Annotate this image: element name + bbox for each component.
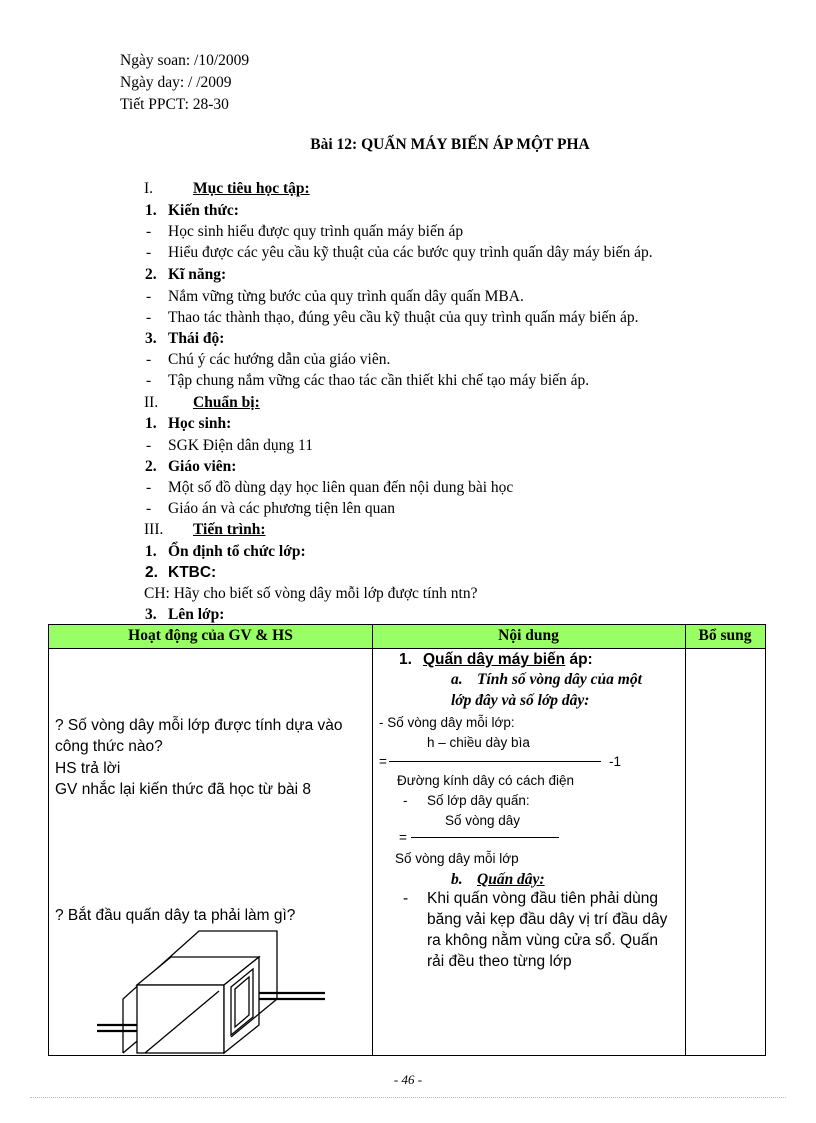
section-2-numeral: II. [144,394,159,411]
sub-b-line2: băng vải kẹp đầu dây vị trí đầu dây [427,911,668,928]
ngay-day: Ngày day: / /2009 [120,74,232,91]
sub-b-title: Quấn dây: [477,871,545,888]
s1-item2-line1: Nắm vững từng bước của quy trình quấn dây quấn MBA. [168,288,524,305]
section-2-title: Chuẩn bị: [193,394,260,411]
transformer-core-drawing [89,925,329,1057]
formula1-label: - Số vòng dây mỗi lớp: [379,715,515,730]
col-header-activities: Hoạt động của GV & HS [128,627,293,644]
sub-b-line3: ra không nằm vùng cửa sổ. Quấn [427,932,658,949]
ngay-soan: Ngày soan: /10/2009 [120,52,250,69]
s3-item3-num: 3. [145,606,157,623]
section-3-title: Tiến trình: [193,521,266,538]
tiet-ppct: Tiết PPCT: 28-30 [120,96,229,113]
s1-item3-num: 3. [145,330,157,347]
sub-b-label: b. [451,871,463,888]
s3-item1-num: 1. [145,543,157,560]
s2-item2-line2: Giáo án và các phương tiện lên quan [168,500,396,517]
s3-item1-title: Ổn định tổ chức lớp: [168,543,306,560]
col-header-content: Nội dung [498,627,559,644]
col1-hs-answer: HS trả lời [55,760,121,777]
sub-a-label: a. [451,671,463,688]
section-1-numeral: I. [144,180,154,197]
col1-gv-note: GV nhắc lại kiến thức đã học từ bài 8 [55,781,311,798]
formula1-denominator: Đường kính dây có cách điện [397,773,574,788]
sub-b-line1: Khi quấn vòng đầu tiên phải dùng [427,890,658,907]
s1-item1-line1: Học sinh hiểu được quy trình quấn máy biến áp [168,223,464,240]
page-number: - 46 - [393,1072,423,1087]
s1-item3-line2: Tập chung nắm vững các thao tác cần thiết khi chế tạo máy biến áp. [168,372,590,389]
s2-item2-title: Giáo viên: [168,458,237,475]
s1-item1-num: 1. [145,202,157,219]
col1-question1-line1: ? Số vòng dây mỗi lớp được tính dựa vào [55,717,343,734]
formula1-fraction-bar [389,761,601,762]
footer-divider [30,1097,786,1098]
s1-item3-line1: Chú ý các hướng dẫn của giáo viên. [168,351,391,368]
formula2-fraction-bar [411,837,559,838]
content-heading-num: 1. [399,651,412,668]
sub-a-line1: Tính số vòng dây của một [477,671,642,688]
lesson-table: Hoạt động của GV & HS Nội dung Bổ sung ? Số vòng dây mỗi lớp được tính dựa vào công thức nào? HS trả lời GV nhắc lại kiến thức đã học từ bài 8 ? Bắt đầu quấn dây ta phải làm gì? 1. Quấn dây máy biến áp: a. Tính số vòng dây của một lớp đây và số lớp dây: - Số vòng dây mỗi lớp: h – chiều dày bìa = -1 Đường kính dây có cách điện - Số lớp dây quấn: Số vòng dây = Số vòng dây mỗi lớp b. Quấn dây: - Khi quấn vòng đầu tiên phải dùng băng vải kẹp đầu dây vị trí đầu dây ra không nằm vùng cửa sổ. Quấn rải đều theo từng lớp [48,624,766,1056]
s2-item2-num: 2. [145,458,157,475]
s1-item2-title: Kĩ năng: [168,266,227,283]
s3-item2-num: 2. [145,564,158,581]
s2-item2-line1: Một số đồ dùng dạy học liên quan đến nội dung bài học [168,479,514,496]
section-3-numeral: III. [144,521,164,538]
s2-item1-num: 1. [145,415,157,432]
ktbc-question: CH: Hãy cho biết số vòng dây mỗi lớp được tính ntn? [144,585,478,602]
formula2-label: Số lớp dây quấn: [427,793,530,808]
col-header-supplement: Bổ sung [698,627,752,644]
s1-item1-line2: Hiểu được các yêu cầu kỹ thuật của các bước quy trình quấn dây máy biến áp. [168,244,653,261]
s1-item3-title: Thái độ: [168,330,225,347]
formula2-equals: = [399,830,407,845]
col1-question1-line2: công thức nào? [55,738,163,755]
sub-b-line4: rải đều theo từng lớp [427,953,572,970]
s1-item2-num: 2. [145,266,157,283]
lesson-title: Bài 12: QUẤN MÁY BIẾN ÁP MỘT PHA [310,136,590,153]
s3-item2-title: KTBC: [168,564,217,581]
col1-question2: ? Bắt đầu quấn dây ta phải làm gì? [55,907,296,924]
formula2-denominator: Số vòng dây mỗi lớp [395,851,519,866]
sub-a-line2: lớp đây và số lớp dây: [451,692,590,709]
formula1-minus-one: -1 [609,754,622,769]
s1-item2-line2: Thao tác thành thạo, đúng yêu cầu kỹ thuật của quy trình quấn máy biến áp. [168,309,639,326]
formula1-equals: = [379,754,387,769]
section-1-title: Mục tiêu học tập: [193,180,310,197]
s1-item1-title: Kiến thức: [168,202,239,219]
s2-item1-line1: SGK Điện dân dụng 11 [168,437,313,454]
s3-item3-title: Lên lớp: [168,606,225,623]
content-heading: Quấn dây máy biến áp: [423,651,593,668]
formula2-numerator: Số vòng dây [445,813,521,828]
formula1-numerator: h – chiều dày bìa [427,735,530,750]
s2-item1-title: Học sinh: [168,415,232,432]
